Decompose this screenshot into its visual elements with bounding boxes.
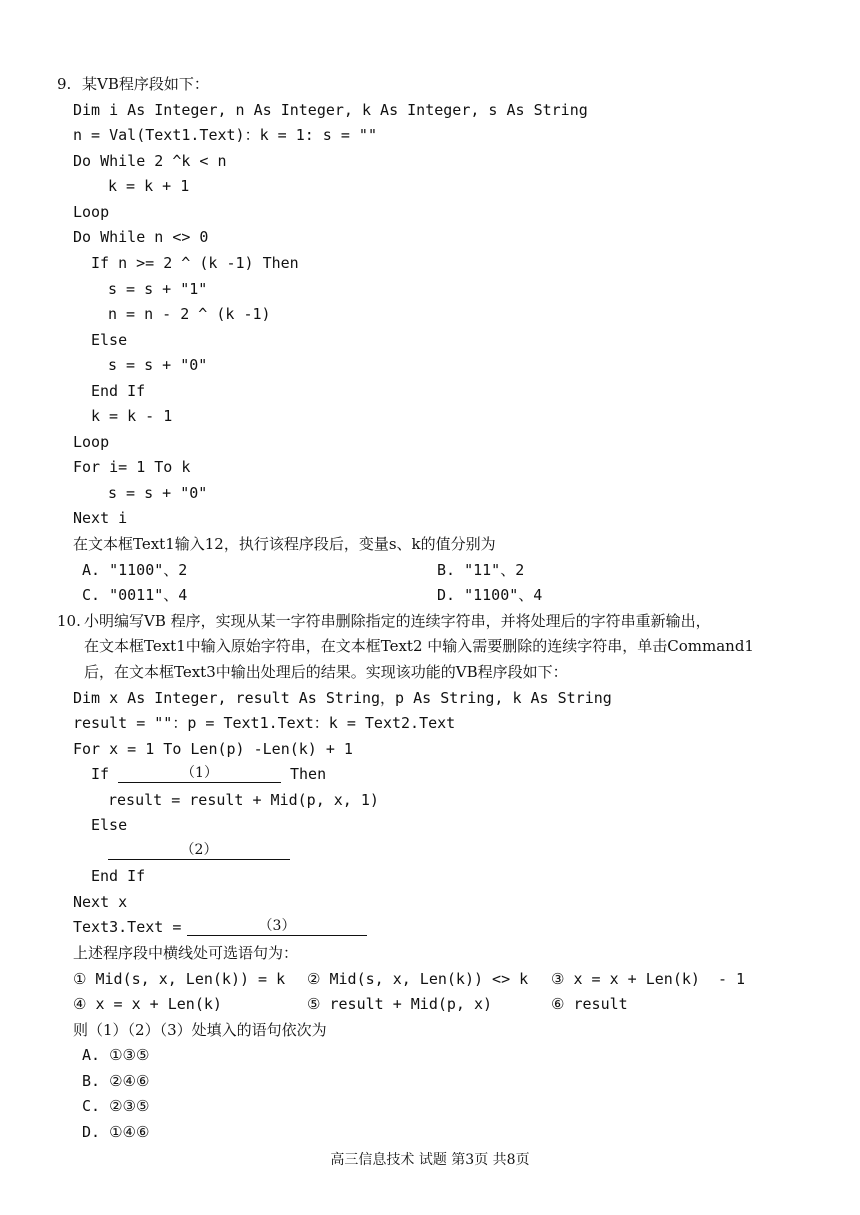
q10-code-line: result = ""：p = Text1.Text：k = Text2.Text [73,714,456,732]
q10-code-line: Dim x As Integer, result As String，p As String, k As String [73,689,612,707]
q9-code-line: k = k + 1 [108,177,190,195]
q9-code-line: Next i [73,509,128,527]
q9-code-line: If n >= 2 ^ (k -1) Then [91,254,299,272]
q9-code-line: End If [91,382,146,400]
q10-choice-4: ④ x = x + Len(k) [73,995,222,1013]
q9-number: 9. [57,75,72,93]
q10-blank-1: （1） [118,764,281,783]
q9-code-line: For i= 1 To k [73,458,191,476]
q9-code-line: Else [91,331,128,349]
q10-code-then: Then [290,765,327,783]
q10-number: 10. [57,612,81,630]
q10-blank-3: （3） [187,917,367,936]
q9-code-line: Loop [73,433,110,451]
q9-option-d: D. "1100"、4 [437,586,543,604]
q10-option-b: B. ②④⑥ [82,1072,150,1090]
q10-code-line: For x = 1 To Len(p) -Len(k) + 1 [73,740,353,758]
q9-code-line: Dim i As Integer, n As Integer, k As Integer, s As String [73,101,588,119]
q10-stem-line: 后，在文本框Text3中输出处理后的结果。实现该功能的VB程序段如下： [84,663,568,681]
q9-stem: 某VB程序段如下： [82,75,209,93]
q9-option-b: B. "11"、2 [437,561,525,579]
q9-question: 在文本框Text1输入12，执行该程序段后，变量s、k的值分别为 [73,535,496,553]
q10-choices-intro: 上述程序段中横线处可选语句为： [73,944,299,962]
q10-code-line: Else [91,816,128,834]
q10-code-line: Next x [73,893,128,911]
q10-choice-6: ⑥ result [551,995,628,1013]
q9-code-line: k = k - 1 [91,407,173,425]
q10-question: 则（1）（2）（3）处填入的语句依次为 [73,1021,327,1039]
q10-code-line: result = result + Mid(p, x, 1) [108,791,379,809]
q10-choice-1: ① Mid(s, x, Len(k)) = k [73,970,286,988]
q10-choice-3: ③ x = x + Len(k) - 1 [551,970,746,988]
q10-stem-line: 在文本框Text1中输入原始字符串，在文本框Text2 中输入需要删除的连续字符串，单击Command1 [84,637,754,655]
q9-code-line: n = Val(Text1.Text)：k = 1: s = "" [73,126,377,144]
q10-code-line: Text3.Text = [73,918,182,936]
q9-code-line: Do While 2 ^k < n [73,152,227,170]
q9-code-line: Loop [73,203,110,221]
q10-choice-2: ② Mid(s, x, Len(k)) <> k [307,970,529,988]
page-footer: 高三信息技术 试题 第3页 共8页 [330,1152,530,1168]
q9-code-line: s = s + "0" [108,356,208,374]
q9-code-line: n = n - 2 ^ (k -1) [108,305,271,323]
q9-code-line: s = s + "0" [108,484,208,502]
q9-option-a: A. "1100"、2 [82,561,188,579]
q10-option-a: A. ①③⑤ [82,1046,150,1064]
q10-code-line: End If [91,867,146,885]
q10-code-if: If [91,765,110,783]
q9-code-line: s = s + "1" [108,280,208,298]
q10-choice-5: ⑤ result + Mid(p, x) [307,995,493,1013]
q10-option-d: D. ①④⑥ [82,1123,150,1141]
q10-option-c: C. ②③⑤ [82,1097,150,1115]
q9-option-c: C. "0011"、4 [82,586,188,604]
q10-blank-2: （2） [108,841,290,860]
q9-code-line: Do While n <> 0 [73,228,209,246]
q10-stem-line: 小明编写VB 程序，实现从某一字符串删除指定的连续字符串，并将处理后的字符串重新输出， [84,612,711,630]
